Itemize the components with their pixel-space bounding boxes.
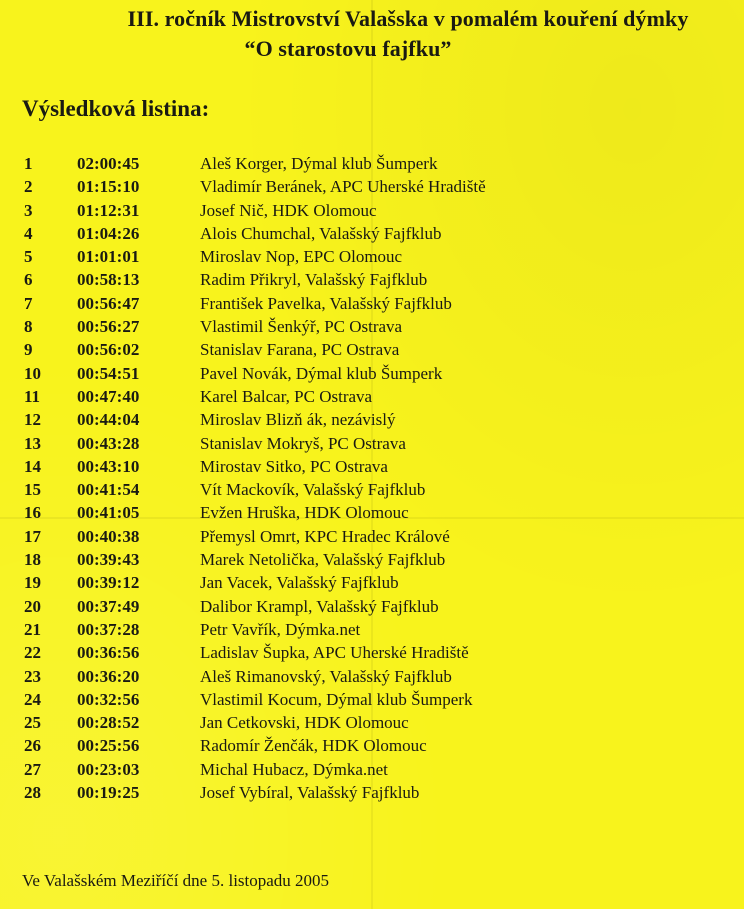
result-time: 01:01:01: [77, 247, 140, 267]
result-rank: 27: [24, 759, 41, 779]
result-time: 00:36:56: [77, 643, 140, 663]
result-rank: 26: [24, 736, 41, 756]
result-name: Michal Hubacz, Dýmka.net: [200, 759, 388, 779]
result-time: 00:37:28: [77, 619, 140, 639]
result-row: [0, 222, 744, 245]
result-row: [0, 432, 744, 455]
result-name: Alois Chumchal, Valašský Fajfklub: [200, 223, 442, 243]
result-time: 00:36:20: [77, 666, 140, 686]
result-time: 00:37:49: [77, 596, 140, 616]
result-row: [0, 595, 744, 618]
result-name: František Pavelka, Valašský Fajfklub: [200, 293, 452, 313]
result-rank: 11: [24, 386, 41, 406]
document-subtitle: “O starostovu fajfku”: [244, 36, 452, 61]
result-name: Ladislav Šupka, APC Uherské Hradiště: [200, 643, 469, 663]
result-time: 01:04:26: [77, 223, 140, 243]
result-name: Aleš Rimanovský, Valašský Fajfklub: [200, 666, 452, 686]
result-row: [0, 641, 744, 664]
result-row: [0, 711, 744, 734]
result-row: [0, 362, 744, 385]
result-name: Marek Netolička, Valašský Fajfklub: [200, 550, 446, 570]
result-row: [0, 175, 744, 198]
result-time: 00:56:27: [77, 317, 140, 337]
result-rank: 8: [24, 317, 33, 337]
place-date-line: Ve Valašském Meziříčí dne 5. listopadu 2005: [22, 871, 330, 890]
result-row: [0, 455, 744, 478]
result-row: [0, 408, 744, 431]
result-rank: 1: [24, 154, 33, 173]
result-time: 00:54:51: [77, 363, 140, 383]
result-row: [0, 501, 744, 524]
result-row: [0, 758, 744, 781]
result-row: [0, 548, 744, 571]
result-row: [0, 734, 744, 757]
result-row: [0, 385, 744, 408]
result-time: 00:39:12: [77, 573, 140, 593]
result-name: Petr Vavřík, Dýmka.net: [200, 619, 361, 639]
result-rank: 21: [24, 619, 41, 639]
result-row: [0, 478, 744, 501]
result-rank: 22: [24, 643, 41, 663]
result-name: Mirostav Sitko, PC Ostrava: [200, 456, 388, 476]
result-rank: 17: [24, 526, 41, 546]
result-rank: 18: [24, 550, 41, 570]
result-name: Dalibor Krampl, Valašský Fajfklub: [200, 596, 439, 616]
result-rank: 6: [24, 270, 33, 290]
result-row: [0, 245, 744, 268]
result-time: 00:56:02: [77, 340, 140, 360]
result-rank: 3: [24, 200, 33, 220]
result-rank: 12: [24, 410, 41, 430]
result-name: Karel Balcar, PC Ostrava: [200, 386, 373, 406]
result-time: 00:19:25: [77, 783, 140, 803]
result-row: [0, 618, 744, 641]
result-row: [0, 199, 744, 222]
result-rank: 15: [24, 480, 41, 500]
result-rank: 7: [24, 293, 33, 313]
result-name: Josef Vybíral, Valašský Fajfklub: [200, 783, 420, 803]
result-rank: 23: [24, 666, 41, 686]
result-name: Stanislav Mokryš, PC Ostrava: [200, 433, 406, 453]
result-time: 02:00:45: [77, 154, 140, 173]
result-rank: 14: [24, 456, 41, 476]
document-title: III. ročník Mistrovství Valašska v pomalém kouření dýmky: [127, 6, 689, 31]
result-row: [0, 665, 744, 688]
result-name: Vlastimil Kocum, Dýmal klub Šumperk: [200, 689, 473, 709]
result-row: [0, 315, 744, 338]
result-time: 01:15:10: [77, 177, 140, 197]
result-row: [0, 338, 744, 361]
result-row: [0, 688, 744, 711]
result-rank: 4: [24, 223, 33, 243]
result-time: 00:43:28: [77, 433, 140, 453]
results-heading: Výsledková listina:: [22, 96, 210, 121]
result-time: 00:32:56: [77, 689, 140, 709]
result-time: 00:47:40: [77, 386, 140, 406]
result-name: Jan Cetkovski, HDK Olomouc: [200, 713, 409, 733]
result-row: [0, 525, 744, 548]
result-name: Pavel Novák, Dýmal klub Šumperk: [200, 363, 443, 383]
result-row: [0, 152, 744, 175]
result-name: Jan Vacek, Valašský Fajfklub: [200, 573, 399, 593]
result-time: 00:41:54: [77, 480, 140, 500]
results-list: [0, 152, 744, 804]
result-time: 00:23:03: [77, 759, 140, 779]
result-time: 00:58:13: [77, 270, 140, 290]
result-name: Vlastimil Šenkýř, PC Ostrava: [200, 317, 403, 337]
result-name: Stanislav Farana, PC Ostrava: [200, 340, 400, 360]
result-rank: 28: [24, 783, 41, 803]
result-rank: 5: [24, 247, 33, 267]
result-rank: 16: [24, 503, 41, 523]
result-row: [0, 268, 744, 291]
result-name: Aleš Korger, Dýmal klub Šumperk: [200, 154, 438, 173]
result-time: 00:28:52: [77, 713, 140, 733]
result-rank: 24: [24, 689, 41, 709]
result-rank: 20: [24, 596, 41, 616]
result-rank: 9: [24, 340, 33, 360]
result-rank: 19: [24, 573, 41, 593]
result-name: Josef Nič, HDK Olomouc: [200, 200, 377, 220]
result-row: [0, 292, 744, 315]
result-time: 00:43:10: [77, 456, 140, 476]
result-time: 00:56:47: [77, 293, 140, 313]
result-name: Radim Přikryl, Valašský Fajfklub: [200, 270, 428, 290]
result-name: Vladimír Beránek, APC Uherské Hradiště: [200, 177, 486, 197]
result-name: Vít Mackovík, Valašský Fajfklub: [200, 480, 426, 500]
result-time: 00:25:56: [77, 736, 140, 756]
result-time: 00:44:04: [77, 410, 140, 430]
result-time: 00:39:43: [77, 550, 140, 570]
result-name: Přemysl Omrt, KPC Hradec Králové: [200, 526, 450, 546]
result-name: Miroslav Blizň ák, nezávislý: [200, 410, 396, 430]
result-time: 01:12:31: [77, 200, 140, 220]
result-time: 00:40:38: [77, 526, 140, 546]
result-row: [0, 571, 744, 594]
result-name: Evžen Hruška, HDK Olomouc: [200, 503, 409, 523]
result-time: 00:41:05: [77, 503, 140, 523]
result-rank: 25: [24, 713, 41, 733]
result-rank: 13: [24, 433, 41, 453]
result-row: [0, 781, 744, 804]
result-name: Miroslav Nop, EPC Olomouc: [200, 247, 403, 267]
result-rank: 10: [24, 363, 41, 383]
result-name: Radomír Ženčák, HDK Olomouc: [200, 736, 427, 756]
result-rank: 2: [24, 177, 33, 197]
